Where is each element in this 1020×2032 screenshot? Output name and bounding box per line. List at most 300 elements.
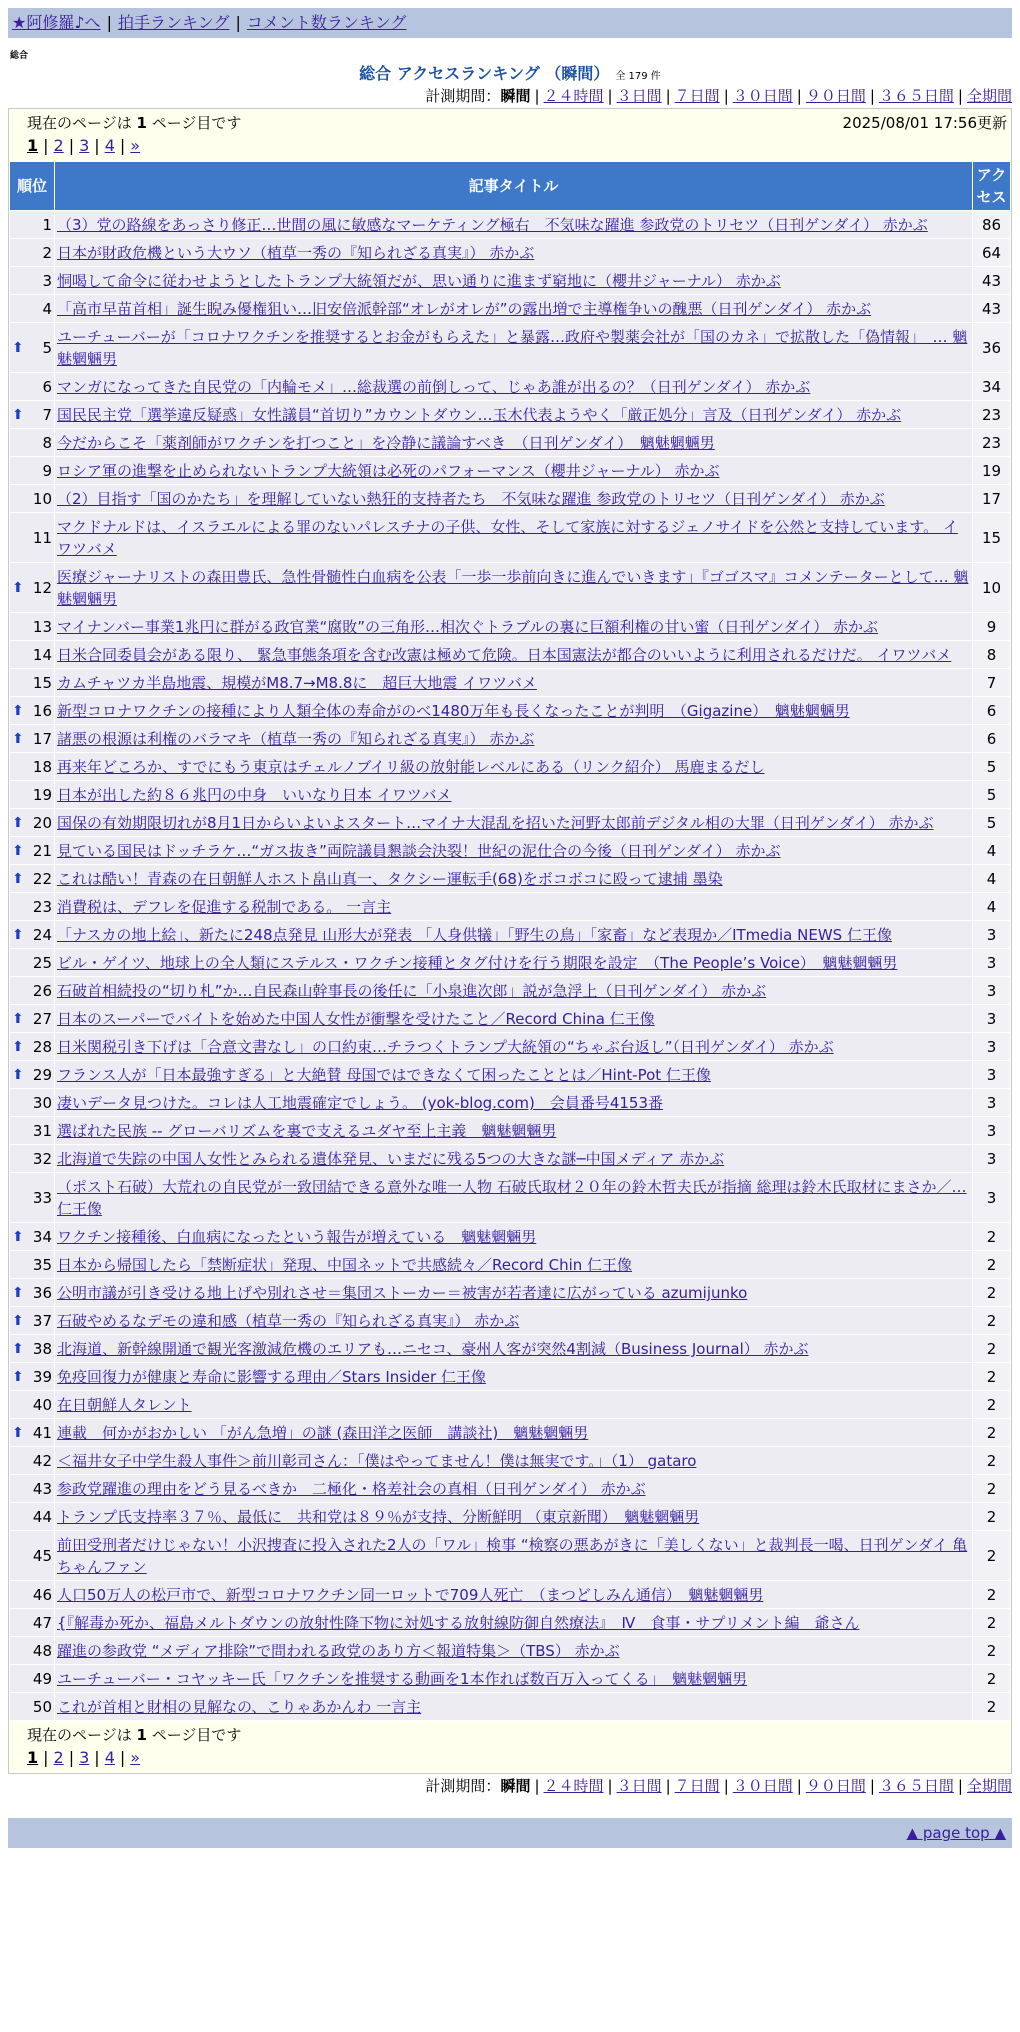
title-cell — [55, 323, 973, 373]
article-link[interactable]: 人口50万人の松戸市で、新型コロナワクチン同一ロットで709人死亡 （まつどしみん通信） 魑魅魍魎男 — [57, 1586, 764, 1604]
top-nav — [8, 8, 1012, 38]
rank-number: 4 — [42, 300, 52, 318]
updated-timestamp: 2025/08/01 17:56更新 — [842, 114, 1007, 132]
title-cell — [55, 697, 973, 725]
rank-up-arrow-icon: ⬆ — [12, 1284, 24, 1301]
table-row — [10, 1033, 1011, 1061]
rank-number: 30 — [32, 1094, 52, 1112]
article-link[interactable]: ビル・ゲイツ、地球上の全人類にステルス・ワクチン接種とタグ付けを行う期限を設定 （The People’s Voice） 魑魅魍魎男 — [57, 954, 898, 972]
article-link[interactable]: 恫喝して命令に従わせようとしたトランプ大統領だが、思い通りに進まず窮地に（櫻井ジャーナル） 赤かぶ — [57, 272, 781, 290]
page-separator: | — [119, 1748, 126, 1767]
period-link[interactable]: 全期間 — [966, 87, 1012, 105]
rank-number: 27 — [32, 1010, 52, 1028]
page-separator: | — [68, 136, 75, 155]
title-cell — [55, 1581, 973, 1609]
access-count: 3 — [973, 1033, 1011, 1061]
access-count: 17 — [973, 485, 1011, 513]
access-count: 8 — [973, 641, 1011, 669]
access-count: 23 — [973, 401, 1011, 429]
article-link[interactable]: マンガになってきた自民党の「内輪モメ」…総裁選の前倒しって、じゃあ誰が出るの？（日刊ゲンダイ） 赤かぶ — [57, 378, 811, 396]
rank-number: 14 — [32, 646, 52, 664]
access-count: 5 — [973, 809, 1011, 837]
rank-cell — [10, 1005, 55, 1033]
title-cell — [55, 1503, 973, 1531]
article-link[interactable]: 日本が財政危機という大ウソ（植草一秀の『知られざる真実』） 赤かぶ — [57, 244, 535, 262]
rank-number: 48 — [32, 1642, 52, 1660]
page-separator: | — [94, 136, 100, 155]
rank-cell — [10, 1061, 55, 1089]
period-separator: | — [534, 87, 540, 105]
rank-number: 22 — [32, 870, 52, 888]
title-cell — [55, 1531, 973, 1581]
access-count: 2 — [973, 1693, 1011, 1721]
access-count: 2 — [973, 1531, 1011, 1581]
period-link[interactable]: ７日間 — [674, 87, 720, 105]
rank-number: 36 — [32, 1284, 52, 1302]
page-links — [27, 1746, 1011, 1770]
table-header — [10, 162, 1011, 211]
access-count: 3 — [973, 1117, 1011, 1145]
rank-cell — [10, 1145, 55, 1173]
table-row — [10, 1531, 1011, 1581]
article-link[interactable]: 選ばれた民族 -- グローバリズムを裏で支えるユダヤ至上主義 魑魅魍魎男 — [57, 1122, 557, 1140]
access-count: 3 — [973, 949, 1011, 977]
access-count: 19 — [973, 457, 1011, 485]
clap-ranking-link[interactable]: 拍手ランキング — [117, 13, 230, 32]
rank-number: 44 — [32, 1508, 52, 1526]
article-link[interactable]: ユーチューバーが「コロナワクチンを推奨するとお金がもらえた」と暴露…政府や製薬会社が「国のカネ」で拡散した「偽情報」 … 魑魅魍魎男 — [57, 328, 968, 368]
article-link[interactable]: ＜福井女子中学生殺人事件＞前川彰司さん：「僕はやってません！僕は無実です。」（1） gataro — [57, 1452, 697, 1470]
article-link[interactable]: 日米関税引き下げは「合意文書なし」の口約束…チラつくトランプ大統領の“ちゃぶ台返し”（日刊ゲンダイ） 赤かぶ — [57, 1038, 834, 1056]
title-cell — [55, 1419, 973, 1447]
rank-number: 2 — [42, 244, 52, 262]
table-row — [10, 239, 1011, 267]
access-count: 2 — [973, 1335, 1011, 1363]
period-separator: | — [869, 1777, 875, 1795]
access-count: 2 — [973, 1419, 1011, 1447]
title-cell — [55, 949, 973, 977]
access-count: 2 — [973, 1391, 1011, 1419]
table-row — [10, 1117, 1011, 1145]
rank-number: 23 — [32, 898, 52, 916]
table-row — [10, 401, 1011, 429]
period-separator: | — [796, 1777, 802, 1795]
access-count: 2 — [973, 1637, 1011, 1665]
article-link[interactable]: 連載 何かがおかしい 「がん急増」の謎 (森田洋之医師 講談社) 魑魅魍魎男 — [57, 1424, 589, 1442]
title-cell — [55, 1279, 973, 1307]
access-count: 3 — [973, 921, 1011, 949]
article-link[interactable]: 見ている国民はドッチラケ…“ガス抜き”両院議員懇談会決裂！世紀の泥仕合の今後（日刊ゲンダイ） 赤かぶ — [57, 842, 781, 860]
rank-number: 34 — [32, 1228, 52, 1246]
title-cell — [55, 837, 973, 865]
access-count: 15 — [973, 513, 1011, 563]
title-cell — [55, 1223, 973, 1251]
period-separator: | — [723, 87, 729, 105]
article-link[interactable]: （3）党の路線をあっさり修正…世間の風に敏感なマーケティング極右 不気味な躍進 参政党のトリセツ（日刊ゲンダイ） 赤かぶ — [57, 216, 928, 234]
table-row — [10, 323, 1011, 373]
rank-up-arrow-icon: ⬆ — [12, 1228, 24, 1245]
rank-cell — [10, 809, 55, 837]
period-link[interactable]: 全期間 — [966, 1777, 1012, 1795]
rank-cell — [10, 1089, 55, 1117]
access-count: 86 — [973, 211, 1011, 239]
page-text-post: ページ目です — [151, 114, 242, 132]
rank-cell — [10, 977, 55, 1005]
access-count: 2 — [973, 1307, 1011, 1335]
title-cell — [55, 401, 973, 429]
article-link[interactable]: （ポスト石破）大荒れの自民党が一致団結できる意外な唯一人物 石破氏取材２０年の鈴木哲夫氏が指摘 総理は鈴木氏取材にまさか／… 仁王像 — [57, 1178, 967, 1218]
page-link-current: 1 — [27, 136, 39, 155]
page-top-link[interactable]: ▲ page top ▲ — [906, 1824, 1006, 1842]
page-link[interactable]: 3 — [79, 1748, 90, 1767]
rank-up-arrow-icon: ⬆ — [12, 1424, 24, 1441]
page-number: 1 — [136, 114, 147, 132]
rank-cell — [10, 295, 55, 323]
rank-number: 15 — [32, 674, 52, 692]
page-link[interactable]: 3 — [79, 136, 90, 155]
rank-number: 33 — [32, 1189, 52, 1207]
article-link[interactable]: 在日朝鮮人タレント — [57, 1396, 192, 1414]
rank-up-arrow-icon: ⬆ — [12, 1340, 24, 1357]
rank-up-arrow-icon: ⬆ — [12, 1368, 24, 1385]
article-link[interactable]: 日米合同委員会がある限り、 緊急事態条項を含む改憲は極めて危険。日本国憲法が都合のいいように利用されるだけだ。 イワツバメ — [57, 646, 952, 664]
title-cell — [55, 865, 973, 893]
title-cell — [55, 1307, 973, 1335]
title-cell — [55, 781, 973, 809]
rank-number: 7 — [42, 406, 52, 424]
rank-number: 17 — [32, 730, 52, 748]
title-cell — [55, 513, 973, 563]
article-link[interactable]: 今だからこそ「薬剤師がワクチンを打つこと」を冷静に議論すべき （日刊ゲンダイ） 魑魅魍魎男 — [57, 434, 715, 452]
period-link[interactable]: ２４時間 — [543, 87, 604, 105]
table-row — [10, 697, 1011, 725]
title-cell — [55, 1033, 973, 1061]
rank-cell — [10, 865, 55, 893]
ranking-table — [9, 161, 1011, 1721]
period-link[interactable]: ３０日間 — [732, 87, 793, 105]
rank-cell — [10, 1531, 55, 1581]
period-link[interactable]: ３０日間 — [732, 1777, 793, 1795]
rank-number: 41 — [32, 1424, 52, 1442]
rank-up-arrow-icon: ⬆ — [12, 1312, 24, 1329]
period-link[interactable]: ９０日間 — [805, 1777, 866, 1795]
period-separator: | — [723, 1777, 729, 1795]
article-link[interactable]: 北海道で失踪の中国人女性とみられる遺体発見、いまだに残る5つの大きな謎─中国メディア 赤かぶ — [57, 1150, 725, 1168]
table-row — [10, 1447, 1011, 1475]
article-link[interactable]: ワクチン接種後、白血病になったという報告が増えている 魑魅魍魎男 — [57, 1228, 537, 1246]
rank-number: 28 — [32, 1038, 52, 1056]
page-number: 1 — [136, 1726, 147, 1744]
access-count: 5 — [973, 753, 1011, 781]
period-link[interactable]: ９０日間 — [805, 87, 866, 105]
title-cell — [55, 373, 973, 401]
article-link[interactable]: 前田受刑者だけじゃない！小沢捜査に投入された2人の「ワル」検事 “検察の悪あがきに「美しくない」と裁判長一喝、日刊ゲンダイ 亀ちゃんファン — [57, 1536, 968, 1576]
rank-cell — [10, 1609, 55, 1637]
title-cell — [55, 921, 973, 949]
category-label: 総合 — [10, 51, 29, 61]
page-text-post: ページ目です — [151, 1726, 242, 1744]
table-row — [10, 1637, 1011, 1665]
rank-number: 18 — [32, 758, 52, 776]
table-row — [10, 1061, 1011, 1089]
rank-number: 29 — [32, 1066, 52, 1084]
access-count: 2 — [973, 1503, 1011, 1531]
table-row — [10, 267, 1011, 295]
article-link[interactable]: 石破やめるなデモの違和感（植草一秀の『知られざる真実』） 赤かぶ — [57, 1312, 520, 1330]
rank-cell — [10, 1637, 55, 1665]
rank-number: 9 — [42, 462, 52, 480]
period-separator: | — [607, 1777, 613, 1795]
access-count: 34 — [973, 373, 1011, 401]
rank-number: 8 — [42, 434, 52, 452]
page-link[interactable]: 2 — [53, 136, 64, 155]
page-text-pre: 現在のページは — [27, 1726, 132, 1744]
page-separator: | — [43, 1748, 49, 1767]
table-row — [10, 809, 1011, 837]
rank-number: 11 — [32, 529, 52, 547]
rank-number: 13 — [32, 618, 52, 636]
title-cell — [55, 1363, 973, 1391]
period-selector-top — [8, 84, 1012, 108]
article-link[interactable]: これが首相と財相の見解なの、こりゃあかんわ 一言主 — [57, 1698, 422, 1716]
rank-number: 49 — [32, 1670, 52, 1688]
table-row — [10, 1335, 1011, 1363]
period-link[interactable]: ３日間 — [616, 87, 662, 105]
table-row — [10, 563, 1011, 613]
table-row — [10, 1419, 1011, 1447]
home-link[interactable]: ★阿修羅♪へ — [12, 13, 101, 32]
footer-bar — [8, 1818, 1012, 1848]
article-link[interactable]: これは酷い！青森の在日朝鮮人ホスト畠山真一、タクシー運転手(68)をボコボコに殴って逮捕 墨染 — [57, 870, 723, 888]
rank-cell — [10, 725, 55, 753]
table-row — [10, 977, 1011, 1005]
table-row — [10, 1581, 1011, 1609]
article-link[interactable]: 躍進の参政党 “メディア排除”で問われる政党のあり方＜報道特集＞（TBS） 赤かぶ — [57, 1642, 620, 1660]
table-row — [10, 753, 1011, 781]
article-link[interactable]: 再来年どころか、すでにもう東京はチェルノブイリ級の放射能レベルにある（リンク紹介） 馬鹿まるだし — [57, 758, 765, 776]
rank-number: 19 — [32, 786, 52, 804]
table-row — [10, 781, 1011, 809]
rank-cell — [10, 1223, 55, 1251]
table-row — [10, 669, 1011, 697]
rank-number: 25 — [32, 954, 52, 972]
period-link[interactable]: ２４時間 — [543, 1777, 604, 1795]
rank-number: 20 — [32, 814, 52, 832]
article-link[interactable]: フランス人が「日本最強すぎる」と大絶賛 母国ではできなくて困ったこととは／Hint-Pot 仁王像 — [57, 1066, 711, 1084]
rank-cell — [10, 1581, 55, 1609]
rank-up-arrow-icon: ⬆ — [12, 870, 24, 887]
rank-number: 37 — [32, 1312, 52, 1330]
table-row — [10, 893, 1011, 921]
title-cell — [55, 977, 973, 1005]
rank-cell — [10, 613, 55, 641]
page-links — [27, 134, 1011, 158]
nav-separator: | — [235, 13, 241, 32]
title-cell — [55, 1637, 973, 1665]
access-count: 3 — [973, 977, 1011, 1005]
article-link[interactable]: 石破首相続投の“切り札”か…自民森山幹事長の後任に「小泉進次郎」説が急浮上（日刊ゲンダイ） 赤かぶ — [57, 982, 767, 1000]
rank-cell — [10, 753, 55, 781]
rank-cell — [10, 429, 55, 457]
rank-up-arrow-icon: ⬆ — [12, 579, 24, 596]
period-links — [530, 87, 1012, 105]
title-cell — [55, 1447, 973, 1475]
title-cell — [55, 211, 973, 239]
title-cell — [55, 1117, 973, 1145]
access-count: 3 — [973, 1145, 1011, 1173]
rank-number: 46 — [32, 1586, 52, 1604]
rank-cell — [10, 1363, 55, 1391]
rank-number: 12 — [32, 579, 52, 597]
comment-ranking-link[interactable]: コメント数ランキング — [246, 13, 407, 32]
rank-number: 31 — [32, 1122, 52, 1140]
title-cell — [55, 725, 973, 753]
rank-cell — [10, 921, 55, 949]
table-row — [10, 725, 1011, 753]
access-count: 2 — [973, 1447, 1011, 1475]
title-cell — [55, 669, 973, 697]
article-link[interactable]: ロシア軍の進撃を止められないトランプ大統領は必死のパフォーマンス（櫻井ジャーナル） 赤かぶ — [57, 462, 720, 480]
rank-up-arrow-icon: ⬆ — [12, 406, 24, 423]
title-cell — [55, 893, 973, 921]
title-cell — [55, 267, 973, 295]
article-link[interactable]: 医療ジャーナリストの森田豊氏、急性骨髄性白血病を公表「一歩一歩前向きに進んでいきます」『ゴゴスマ』コメンテーターとして… 魑魅魍魎男 — [57, 568, 969, 608]
table-row — [10, 921, 1011, 949]
access-count: 64 — [973, 239, 1011, 267]
next-page-link[interactable]: » — [130, 1748, 141, 1767]
access-count: 4 — [973, 893, 1011, 921]
article-link[interactable]: 消費税は、デフレを促進する税制である。 一言主 — [57, 898, 392, 916]
period-current: 瞬間 — [500, 87, 531, 105]
access-count: 2 — [973, 1279, 1011, 1307]
article-link[interactable]: 免疫回復力が健康と寿命に影響する理由／Stars Insider 仁王像 — [57, 1368, 486, 1386]
access-count: 36 — [973, 323, 1011, 373]
article-link[interactable]: （2）目指す「国のかたち」を理解していない熱狂的支持者たち 不気味な躍進 参政党のトリセツ（日刊ゲンダイ） 赤かぶ — [57, 490, 885, 508]
rank-cell — [10, 1665, 55, 1693]
period-link[interactable]: ３６５日間 — [878, 1777, 954, 1795]
table-row — [10, 1503, 1011, 1531]
period-separator: | — [534, 1777, 540, 1795]
period-separator: | — [665, 87, 671, 105]
period-link[interactable]: ３日間 — [616, 1777, 662, 1795]
rank-cell — [10, 1693, 55, 1721]
table-row — [10, 1279, 1011, 1307]
rank-up-arrow-icon: ⬆ — [12, 1038, 24, 1055]
next-page-link[interactable]: » — [130, 136, 141, 155]
rank-number: 6 — [42, 378, 52, 396]
nav-separator: | — [106, 13, 112, 32]
article-link[interactable]: 凄いデータ見つけた。コレは人工地震確定でしょう。 (yok-blog.com) 会員番号4153番 — [57, 1094, 663, 1112]
article-link[interactable]: マイナンバー事業1兆円に群がる政官業“腐敗”の三角形…相次ぐトラブルの裏に巨額利権の甘い蜜（日刊ゲンダイ） 赤かぶ — [57, 618, 878, 636]
article-link[interactable]: 日本が出した約８６兆円の中身 いいなり日本 イワツバメ — [57, 786, 452, 804]
rank-cell — [10, 837, 55, 865]
access-count: 4 — [973, 865, 1011, 893]
rank-cell — [10, 1307, 55, 1335]
rank-cell — [10, 563, 55, 613]
page-link[interactable]: 2 — [53, 1748, 64, 1767]
article-link[interactable]: 国民民主党「選挙違反疑惑」女性議員“首切り”カウントダウン…玉木代表ようやく「厳正処分」言及（日刊ゲンダイ） 赤かぶ — [57, 406, 902, 424]
table-row — [10, 1363, 1011, 1391]
access-count: 2 — [973, 1363, 1011, 1391]
period-link[interactable]: ３６５日間 — [878, 87, 954, 105]
page-link[interactable]: 4 — [104, 136, 115, 155]
rank-number: 1 — [42, 216, 52, 234]
article-link[interactable]: 諸悪の根源は利権のバラマキ（植草一秀の『知られざる真実』） 赤かぶ — [57, 730, 535, 748]
rank-up-arrow-icon: ⬆ — [12, 339, 24, 356]
rank-cell — [10, 1251, 55, 1279]
rank-cell — [10, 1391, 55, 1419]
rank-cell — [10, 1475, 55, 1503]
table-row — [10, 513, 1011, 563]
access-count: 4 — [973, 837, 1011, 865]
rank-number: 40 — [32, 1396, 52, 1414]
rank-cell — [10, 697, 55, 725]
page-link[interactable]: 4 — [104, 1748, 115, 1767]
ranking-box — [8, 108, 1012, 1774]
article-link[interactable]: 「高市早苗首相」誕生睨み優権狙い…旧安倍派幹部“オレがオレが”の露出増で主導権争いの醜悪（日刊ゲンダイ） 赤かぶ — [57, 300, 872, 318]
rank-cell — [10, 669, 55, 697]
article-link[interactable]: 公明市議が引き受ける地上げや別れさせ＝集団ストーカー＝被害が若者達に広がっている azumijunko — [57, 1284, 748, 1302]
page-link-current: 1 — [27, 1748, 39, 1767]
article-link[interactable]: {『解毒か死か、福島メルトダウンの放射性降下物に対処する放射線防御自然療法』 Ⅳ 食事・サプリメント編 爺さん — [57, 1614, 860, 1632]
rank-number: 35 — [32, 1256, 52, 1274]
item-count: 全 179 件 — [615, 71, 661, 82]
access-count: 2 — [973, 1581, 1011, 1609]
rank-cell — [10, 401, 55, 429]
title-cell — [55, 613, 973, 641]
rank-number: 50 — [32, 1698, 52, 1716]
article-link[interactable]: トランプ氏支持率３７％、最低に 共和党は８９％が支持、分断鮮明 （東京新聞） 魑魅魍魎男 — [57, 1508, 700, 1526]
article-link[interactable]: 国保の有効期限切れが8月1日からいよいよスタート…マイナ大混乱を招いた河野太郎前デジタル相の大罪（日刊ゲンダイ） 赤かぶ — [57, 814, 934, 832]
article-link[interactable]: ユーチューバー・コヤッキー氏「ワクチンを推奨する動画を1本作れば数百万入ってくる」 魑魅魍魎男 — [57, 1670, 748, 1688]
access-count: 3 — [973, 1061, 1011, 1089]
page-separator: | — [119, 136, 126, 155]
rank-cell — [10, 1447, 55, 1475]
article-link[interactable]: 「ナスカの地上絵」、新たに248点発見 山形大が発表 「人身供犠」「野生の鳥」「家畜」など表現か／ITmedia NEWS 仁王像 — [57, 926, 892, 944]
rank-cell — [10, 893, 55, 921]
table-row — [10, 1145, 1011, 1173]
article-link[interactable]: 北海道、新幹線開通で観光客激減危機のエリアも…ニセコ、豪州人客が突然4割減（Business Journal） 赤かぶ — [57, 1340, 809, 1358]
article-link[interactable]: 参政党躍進の理由をどう見るべきか 二極化・格差社会の真相（日刊ゲンダイ） 赤かぶ — [57, 1480, 646, 1498]
period-separator: | — [607, 87, 613, 105]
title-cell — [55, 563, 973, 613]
article-link[interactable]: 日本のスーパーでバイトを始めた中国人女性が衝撃を受けたこと／Record China 仁王像 — [57, 1010, 655, 1028]
ranking-heading — [8, 64, 1012, 84]
page-separator: | — [68, 1748, 75, 1767]
title-cell — [55, 1391, 973, 1419]
period-current: 瞬間 — [500, 1777, 531, 1795]
period-link[interactable]: ７日間 — [674, 1777, 720, 1795]
article-link[interactable]: マクドナルドは、イスラエルによる罪のないパレスチナの子供、女性、そして家族に対するジェノサイドを公然と支持しています。 イワツバメ — [57, 518, 958, 558]
rank-up-arrow-icon: ⬆ — [12, 814, 24, 831]
rank-cell — [10, 323, 55, 373]
period-separator: | — [957, 1777, 963, 1795]
article-link[interactable]: 新型コロナワクチンの接種により人類全体の寿命がのべ1480万年も長くなったことが判明 （Gigazine） 魑魅魍魎男 — [57, 702, 850, 720]
rank-number: 45 — [32, 1547, 52, 1565]
access-count: 2 — [973, 1475, 1011, 1503]
title-cell — [55, 1173, 973, 1223]
table-row — [10, 1089, 1011, 1117]
title-cell — [55, 1089, 973, 1117]
ranking-rows — [10, 211, 1011, 1721]
title-cell — [55, 295, 973, 323]
rank-number: 10 — [32, 490, 52, 508]
article-link[interactable]: 日本から帰国したら「禁断症状」発現、中国ネットで共感続々／Record Chin 仁王像 — [57, 1256, 633, 1274]
article-link[interactable]: カムチャツカ半島地震、規模がM8.7→M8.8に 超巨大地震 イワツバメ — [57, 674, 537, 692]
rank-number: 32 — [32, 1150, 52, 1168]
rank-cell — [10, 1419, 55, 1447]
access-count: 43 — [973, 295, 1011, 323]
